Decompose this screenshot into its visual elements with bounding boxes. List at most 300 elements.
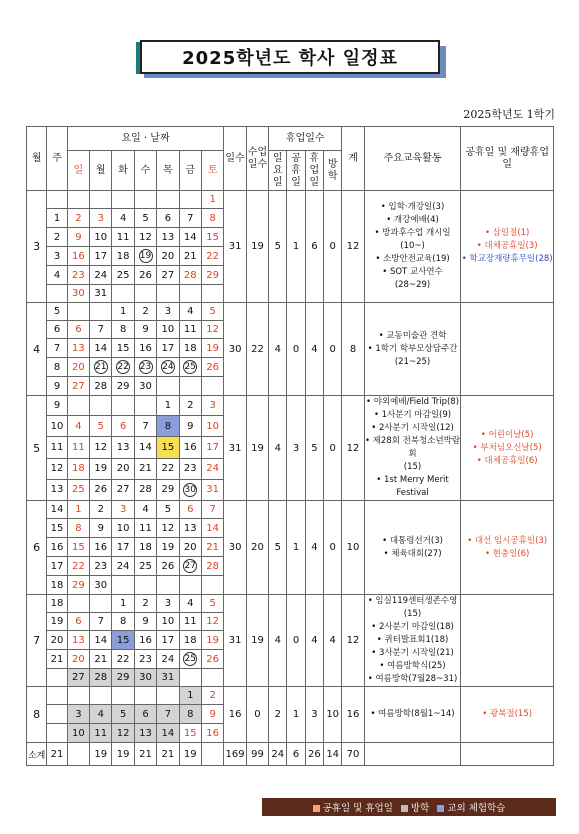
header-sundays: 일요일 <box>269 151 287 191</box>
total-days: 10 <box>342 501 364 595</box>
day-cell: 14 <box>201 519 223 538</box>
day-cell: 22 <box>201 247 223 266</box>
summary-value: 21 <box>157 743 179 766</box>
day-cell <box>112 285 134 303</box>
day-cell: 26 <box>157 557 179 576</box>
holidays-cell <box>461 595 554 687</box>
day-cell <box>134 191 156 209</box>
day-cell: 13 <box>157 228 179 247</box>
day-cell <box>179 285 201 303</box>
day-cell: 9 <box>90 519 112 538</box>
day-cell: 18 <box>67 458 89 479</box>
day-cell: 19 <box>201 631 223 650</box>
holiday-item: • 삼일절(1) <box>484 228 530 238</box>
day-cell: 9 <box>134 613 156 631</box>
activity-item: • 1사분기 마감일(9) <box>373 410 452 420</box>
day-cell <box>67 595 89 613</box>
public-holidays: 3 <box>287 396 305 501</box>
week-number: 14 <box>47 501 67 519</box>
day-cell <box>201 285 223 303</box>
day-cell: 6 <box>67 321 89 339</box>
total-days: 12 <box>342 191 364 303</box>
day-cell: 10 <box>201 416 223 437</box>
activity-item: • 여름방학(8월1~14) <box>370 709 455 719</box>
activity-item: • 야외예배/Field Trip(8) <box>366 397 460 407</box>
day-cell: 11 <box>134 519 156 538</box>
day-cell: 7 <box>134 416 156 437</box>
day-cell: 6 <box>179 501 201 519</box>
week-number: 6 <box>47 321 67 339</box>
day-cell: 20 <box>67 650 89 669</box>
day-cell: 15 <box>67 538 89 557</box>
week-number: 17 <box>47 557 67 576</box>
day-cell: 8 <box>157 416 179 437</box>
public-holidays: 1 <box>287 191 305 303</box>
month-label: 5 <box>27 396 47 501</box>
day-cell: 31 <box>90 285 112 303</box>
total-days: 12 <box>342 595 364 687</box>
week-row <box>27 595 554 613</box>
day-cell: 31 <box>201 479 223 500</box>
day-cell: 14 <box>134 437 156 458</box>
day-cell: 10 <box>67 724 89 743</box>
activity-item: • 방과후수업 개시일(10~) <box>374 228 451 251</box>
vacation-days: 0 <box>324 303 342 396</box>
day-cell: 11 <box>67 437 89 458</box>
day-cell: 19 <box>201 339 223 358</box>
summary-value: 14 <box>324 743 342 766</box>
day-cell: 15 <box>201 228 223 247</box>
day-cell: 24 <box>112 557 134 576</box>
day-cell: 4 <box>179 595 201 613</box>
day-cell <box>134 687 156 705</box>
day-cell: 23 <box>67 266 89 285</box>
day-cell: 23 <box>179 458 201 479</box>
week-number <box>47 705 67 724</box>
day-cell: 8 <box>112 613 134 631</box>
summary-value: 70 <box>342 743 364 766</box>
week-number: 5 <box>47 303 67 321</box>
week-number: 7 <box>47 339 67 358</box>
day-cell: 10 <box>157 613 179 631</box>
day-cell <box>179 191 201 209</box>
closure-days: 4 <box>305 303 323 396</box>
week-number <box>47 669 67 687</box>
day-cell: 1 <box>112 303 134 321</box>
day-cell: 17 <box>112 538 134 557</box>
days-count: 31 <box>224 191 246 303</box>
day-cell: 7 <box>179 209 201 228</box>
day-cell: 1 <box>67 501 89 519</box>
activities-cell <box>364 191 461 303</box>
day-cell: 9 <box>67 228 89 247</box>
day-cell <box>112 687 134 705</box>
activity-item: • 소방안전교육(19) <box>375 254 450 264</box>
holiday-item: • 대선 임시공휴일(3) <box>467 535 548 546</box>
header-week: 주 <box>47 127 67 191</box>
title-shadow-right <box>440 46 446 78</box>
day-cell: 17 <box>157 339 179 358</box>
day-cell: 29 <box>67 576 89 595</box>
day-cell: 5 <box>134 209 156 228</box>
vacation-days: 0 <box>324 191 342 303</box>
holiday-item: • 대체공휴일(6) <box>476 455 538 466</box>
day-cell: 28 <box>179 266 201 285</box>
day-cell: 3 <box>157 303 179 321</box>
day-cell <box>67 396 89 416</box>
month-label: 4 <box>27 303 47 396</box>
day-cell: 19 <box>90 458 112 479</box>
day-cell: 15 <box>112 339 134 358</box>
sundays: 4 <box>269 303 287 396</box>
day-cell: 20 <box>67 358 89 377</box>
day-cell: 18 <box>134 538 156 557</box>
week-row <box>27 303 554 321</box>
days-count: 16 <box>224 687 246 743</box>
days-count: 31 <box>224 396 246 501</box>
day-cell: 15 <box>112 631 134 650</box>
days-count: 31 <box>224 595 246 687</box>
holiday-item: • 현충일(6) <box>484 548 530 559</box>
day-cell: 2 <box>134 595 156 613</box>
holiday-item: • 광복절(15) <box>482 709 533 719</box>
day-cell: 28 <box>201 557 223 576</box>
day-cell: 22 <box>157 458 179 479</box>
day-cell: 20 <box>179 538 201 557</box>
day-cell: 26 <box>90 479 112 500</box>
day-cell: 8 <box>201 209 223 228</box>
day-cell <box>112 191 134 209</box>
day-cell: 29 <box>201 266 223 285</box>
week-row <box>27 191 554 209</box>
activity-item: • 2사분기 시작일(12) <box>371 423 454 433</box>
summary-value: 21 <box>134 743 156 766</box>
sundays: 5 <box>269 191 287 303</box>
day-cell: 30 <box>134 377 156 396</box>
total-days: 16 <box>342 687 364 743</box>
vacation-days: 4 <box>324 595 342 687</box>
week-number: 13 <box>47 479 67 500</box>
weekday-wed: 수 <box>134 151 156 191</box>
page-title: 2025학년도 학사 일정표 <box>140 40 440 74</box>
public-holidays: 1 <box>287 687 305 743</box>
day-cell <box>67 191 89 209</box>
day-cell: 28 <box>90 377 112 396</box>
legend-vacation: 방학 <box>401 800 429 814</box>
header-days-group: 요일 · 날짜 <box>67 127 224 151</box>
weekday-mon: 월 <box>90 151 112 191</box>
day-cell <box>179 358 201 377</box>
day-number: 23 <box>139 362 152 372</box>
day-cell: 11 <box>179 321 201 339</box>
activity-item: (21~25) <box>394 356 431 367</box>
day-cell: 24 <box>157 650 179 669</box>
vacation-days: 0 <box>324 501 342 595</box>
day-cell: 29 <box>157 479 179 500</box>
day-cell: 6 <box>67 613 89 631</box>
day-cell: 1 <box>157 396 179 416</box>
class-days: 20 <box>246 501 268 595</box>
day-cell: 26 <box>134 266 156 285</box>
day-number: 30 <box>184 484 196 495</box>
day-cell: 16 <box>134 631 156 650</box>
day-cell: 17 <box>201 437 223 458</box>
schedule-body <box>27 191 554 743</box>
day-cell <box>90 191 112 209</box>
semester-label: 2025학년도 1학기 <box>463 108 555 121</box>
week-row <box>27 396 554 416</box>
day-cell: 3 <box>67 705 89 724</box>
summary-value: 24 <box>269 743 287 766</box>
day-cell: 16 <box>67 247 89 266</box>
day-cell: 8 <box>179 705 201 724</box>
day-cell: 17 <box>90 247 112 266</box>
day-cell <box>157 191 179 209</box>
activity-item: • 1학기 학부모상담주간 <box>367 343 458 354</box>
summary-value: 19 <box>112 743 134 766</box>
activity-item: • 임실119센터생존수영(15) <box>367 596 458 619</box>
summary-value: 19 <box>179 743 201 766</box>
day-cell: 16 <box>201 724 223 743</box>
day-cell <box>179 479 201 500</box>
day-cell: 2 <box>67 209 89 228</box>
day-cell: 4 <box>90 705 112 724</box>
month-label: 8 <box>27 687 47 743</box>
class-days: 19 <box>246 191 268 303</box>
day-cell: 15 <box>157 437 179 458</box>
header-class-days: 수업일수 <box>246 127 268 191</box>
day-cell: 5 <box>157 501 179 519</box>
activity-item: • 여름방학식(25) <box>379 661 446 671</box>
holiday-item: • 어린이날(5) <box>480 429 534 440</box>
day-cell: 30 <box>90 576 112 595</box>
day-cell: 22 <box>67 557 89 576</box>
day-cell: 4 <box>134 501 156 519</box>
day-cell: 11 <box>90 724 112 743</box>
day-cell: 8 <box>112 321 134 339</box>
day-cell: 2 <box>90 501 112 519</box>
week-number: 3 <box>47 247 67 266</box>
day-cell <box>179 576 201 595</box>
day-number: 25 <box>184 654 196 664</box>
day-cell: 5 <box>90 416 112 437</box>
legend-field: 교외 체험학습 <box>437 800 505 814</box>
day-cell: 20 <box>112 458 134 479</box>
legend-vacation-swatch <box>401 805 408 812</box>
day-cell: 30 <box>134 669 156 687</box>
day-cell: 27 <box>67 377 89 396</box>
day-cell <box>90 595 112 613</box>
day-cell: 17 <box>157 631 179 650</box>
month-label: 6 <box>27 501 47 595</box>
day-cell <box>90 303 112 321</box>
holidays-cell <box>461 501 554 595</box>
day-cell: 13 <box>67 631 89 650</box>
day-cell: 2 <box>201 687 223 705</box>
closure-days: 4 <box>305 595 323 687</box>
day-cell: 2 <box>179 396 201 416</box>
day-cell: 28 <box>134 479 156 500</box>
holiday-item: • 부처님오신날(5) <box>472 442 542 453</box>
schedule-table <box>26 126 554 766</box>
week-number: 11 <box>47 437 67 458</box>
day-cell: 12 <box>201 321 223 339</box>
closure-days: 4 <box>305 501 323 595</box>
activity-item: • 교동미술관 견학 <box>378 330 447 341</box>
activity-item: • SOT 교사연수(28~29) <box>382 267 443 290</box>
day-cell: 29 <box>112 669 134 687</box>
day-cell: 25 <box>67 479 89 500</box>
day-cell: 12 <box>112 724 134 743</box>
day-cell: 31 <box>157 669 179 687</box>
header-month: 월 <box>27 127 47 191</box>
activity-item: • 2사분기 마감일(18) <box>371 622 454 632</box>
day-cell: 5 <box>112 705 134 724</box>
week-number: 4 <box>47 266 67 285</box>
public-holidays: 0 <box>287 595 305 687</box>
day-cell <box>201 669 223 687</box>
day-cell: 16 <box>179 437 201 458</box>
holidays-cell <box>461 687 554 743</box>
weekday-sat: 토 <box>201 151 223 191</box>
day-cell: 13 <box>134 724 156 743</box>
day-cell: 21 <box>90 650 112 669</box>
day-cell: 18 <box>112 247 134 266</box>
public-holidays: 0 <box>287 303 305 396</box>
day-cell: 14 <box>90 631 112 650</box>
day-cell: 11 <box>179 613 201 631</box>
day-cell <box>157 358 179 377</box>
day-cell <box>134 285 156 303</box>
day-cell: 9 <box>134 321 156 339</box>
day-cell: 1 <box>179 687 201 705</box>
sundays: 4 <box>269 396 287 501</box>
day-cell: 14 <box>157 724 179 743</box>
day-cell: 22 <box>112 650 134 669</box>
public-holidays: 1 <box>287 501 305 595</box>
day-cell: 7 <box>157 705 179 724</box>
summary-holidays-blank <box>461 743 554 766</box>
closure-days: 3 <box>305 687 323 743</box>
summary-value: 169 <box>224 743 246 766</box>
day-cell: 11 <box>112 228 134 247</box>
day-cell: 21 <box>179 247 201 266</box>
header-days-count: 일수 <box>224 127 246 191</box>
day-cell: 7 <box>90 613 112 631</box>
day-cell <box>134 247 156 266</box>
days-count: 30 <box>224 303 246 396</box>
holidays-cell <box>461 191 554 303</box>
month-label: 3 <box>27 191 47 303</box>
day-cell: 27 <box>157 266 179 285</box>
activity-item: • 퀴터발표회1(18) <box>376 635 449 645</box>
day-cell: 12 <box>201 613 223 631</box>
day-cell: 30 <box>67 285 89 303</box>
day-cell <box>112 576 134 595</box>
day-cell <box>67 303 89 321</box>
header-holidays: 공휴일 및 재량휴업일 <box>461 127 554 191</box>
day-cell: 13 <box>179 519 201 538</box>
week-number: 2 <box>47 228 67 247</box>
day-number: 19 <box>139 251 152 261</box>
summary-value: 19 <box>90 743 112 766</box>
day-cell: 10 <box>90 228 112 247</box>
day-cell: 4 <box>112 209 134 228</box>
sundays: 5 <box>269 501 287 595</box>
day-cell <box>157 285 179 303</box>
summary-row <box>27 743 554 766</box>
header-vacation: 방학 <box>324 151 342 191</box>
activities-cell <box>364 595 461 687</box>
days-count: 30 <box>224 501 246 595</box>
day-number: 21 <box>95 362 107 372</box>
vacation-days: 0 <box>324 396 342 501</box>
week-number <box>47 687 67 705</box>
holidays-cell <box>461 303 554 396</box>
summary-value <box>201 743 223 766</box>
day-cell: 26 <box>201 358 223 377</box>
day-cell <box>90 358 112 377</box>
legend-holiday-swatch <box>313 805 320 812</box>
holiday-item: • 학교장재량휴무일(28) <box>461 254 553 264</box>
month-label: 7 <box>27 595 47 687</box>
day-cell: 20 <box>157 247 179 266</box>
legend-holiday: 공휴일 및 휴업일 <box>313 800 393 814</box>
day-cell: 12 <box>90 437 112 458</box>
week-number: 16 <box>47 538 67 557</box>
activities-cell <box>364 687 461 743</box>
class-days: 19 <box>246 396 268 501</box>
day-cell: 28 <box>90 669 112 687</box>
day-number: 22 <box>117 362 129 372</box>
day-cell: 27 <box>112 479 134 500</box>
week-number: 18 <box>47 576 67 595</box>
day-cell: 12 <box>157 519 179 538</box>
day-cell: 7 <box>90 321 112 339</box>
day-cell <box>179 669 201 687</box>
week-row <box>27 501 554 519</box>
day-cell <box>134 396 156 416</box>
week-number <box>47 724 67 743</box>
day-cell: 5 <box>201 595 223 613</box>
activity-item: • 개강예배(4) <box>386 215 439 225</box>
day-cell <box>179 377 201 396</box>
week-number: 9 <box>47 396 67 416</box>
day-cell <box>157 576 179 595</box>
day-cell <box>157 377 179 396</box>
day-cell: 16 <box>90 538 112 557</box>
week-number: 12 <box>47 458 67 479</box>
day-cell: 16 <box>134 339 156 358</box>
day-cell: 24 <box>201 458 223 479</box>
activity-item: • 3사분기 시작일(21) <box>371 648 454 658</box>
day-cell: 27 <box>67 669 89 687</box>
day-cell: 6 <box>157 209 179 228</box>
weekday-tue: 화 <box>112 151 134 191</box>
day-cell <box>134 576 156 595</box>
total-days: 12 <box>342 396 364 501</box>
summary-value <box>67 743 89 766</box>
day-cell <box>112 396 134 416</box>
day-cell: 3 <box>112 501 134 519</box>
activity-item: • 제28회 전북청소년박람회 <box>364 436 461 459</box>
day-cell: 25 <box>112 266 134 285</box>
day-cell: 26 <box>201 650 223 669</box>
day-cell: 9 <box>179 416 201 437</box>
weekday-sun: 일 <box>67 151 89 191</box>
day-cell: 21 <box>201 538 223 557</box>
day-cell: 10 <box>112 519 134 538</box>
